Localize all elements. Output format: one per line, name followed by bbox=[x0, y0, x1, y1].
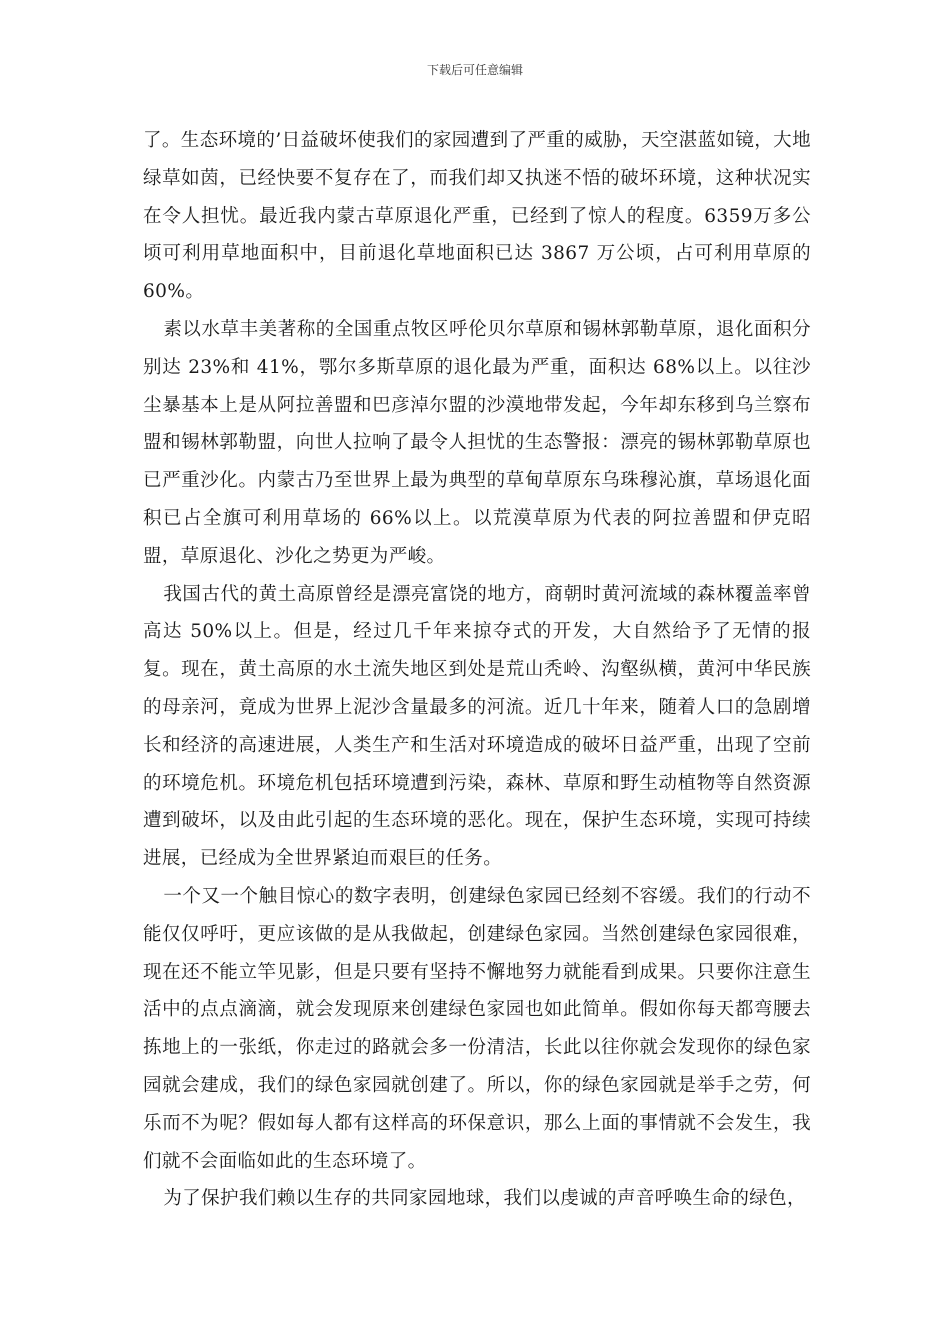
paragraph-5: 为了保护我们赖以生存的共同家园地球，我们以虔诚的声音呼唤生命的绿色， bbox=[163, 1188, 806, 1210]
paragraph-2: 素以水草丰美著称的全国重点牧区呼伦贝尔草原和锡林郭勒草原，退化面积分别达 23%和 41%，鄂尔多斯草原的退化最为严重，面积达 68%以上。以往沙尘暴基本上是从阿拉善盟和巴彦淖尔盟的沙漠地带发起，今年却东移到乌兰察布盟和锡林郭勒盟，向世人拉响了最令人担忧的生态警报：漂亮的锡林郭勒草原也已严重沙化。内蒙古乃至世界上最为典型的草甸草原东乌珠穆沁旗，草场退化面积已占全旗可利用草场的 66%以上。以荒漠草原为代表的阿拉善盟和伊克昭盟，草原退化、沙化之势更为严峻。 bbox=[143, 318, 811, 567]
paragraph-4: 一个又一个触目惊心的数字表明，创建绿色家园已经刻不容缓。我们的行动不能仅仅呼吁，更应该做的是从我做起，创建绿色家园。当然创建绿色家园很难，现在还不能立竿见影，但是只要有坚持不懈地努力就能看到成果。只要你注意生活中的点点滴滴，就会发现原来创建绿色家园也如此简单。假如你每天都弯腰去拣地上的一张纸，你走过的路就会多一份清洁，长此以往你就会发现你的绿色家园就会建成，我们的绿色家园就创建了。所以，你的绿色家园就是举手之劳，何乐而不为呢？假如每人都有这样高的环保意识，那么上面的事情就不会发生，我们就不会面临如此的生态环境了。 bbox=[143, 885, 811, 1172]
page-header-note: 下载后可任意编辑 bbox=[426, 63, 523, 77]
document-body bbox=[143, 122, 811, 1218]
paragraph-1: 了。生态环境的’日益破坏使我们的家园遭到了严重的威胁，天空湛蓝如镜，大地绿草如茵，已经快要不复存在了，而我们却又执迷不悟的破坏环境，这种状况实在令人担忧。最近我内蒙古草原退化严重，已经到了惊人的程度。6359万多公顷可利用草地面积中，目前退化草地面积已达 3867 万公顷，占可利用草原的 60%。 bbox=[143, 130, 811, 303]
paragraph-3: 我国古代的黄土高原曾经是漂亮富饶的地方，商朝时黄河流域的森林覆盖率曾高达 50%以上。但是，经过几千年来掠夺式的开发，大自然给予了无情的报复。现在，黄土高原的水土流失地区到处是荒山秃岭、沟壑纵横，黄河中华民族的母亲河，竟成为世界上泥沙含量最多的河流。近几十年来，随着人口的急剧增长和经济的高速进展，人类生产和生活对环境造成的破坏日益严重，出现了空前的环境危机。环境危机包括环境遭到污染，森林、草原和野生动植物等自然资源遭到破坏，以及由此引起的生态环境的恶化。现在，保护生态环境，实现可持续进展，已经成为全世界紧迫而艰巨的任务。 bbox=[143, 583, 811, 870]
